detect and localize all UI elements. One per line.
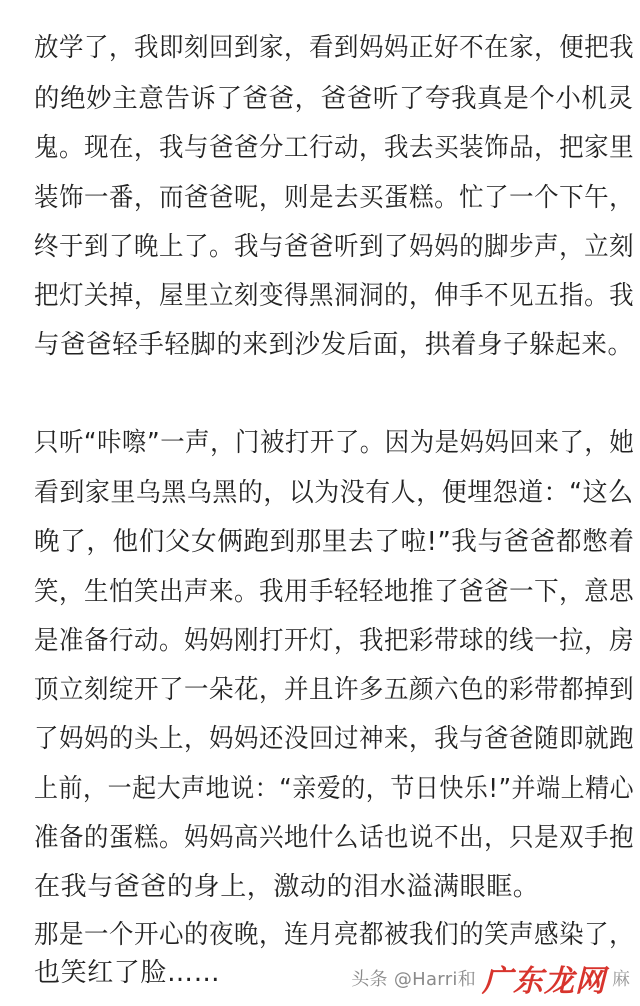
text-line: 装饰一番，而爸爸呢，则是去买蛋糕。忙了一个下午， <box>34 183 635 213</box>
text-line: 那是一个开心的夜晚，连月亮都被我们的笑声感染了， <box>34 920 635 950</box>
text-line: 把灯关掉，屋里立刻变得黑洞洞的，伸手不见五指。我 <box>34 281 635 311</box>
text-line: 放学了，我即刻回到家，看到妈妈正好不在家，便把我 <box>34 33 635 63</box>
watermark-tail: 麻 <box>612 969 630 990</box>
text-line: 终于到了晚上了。我与爸爸听到了妈妈的脚步声，立刻 <box>34 232 635 262</box>
watermark-logo: 广东龙网 <box>482 964 606 999</box>
text-line: 在我与爸爸的身上，激动的泪水溢满眼眶。 <box>34 872 540 902</box>
watermark <box>351 958 630 998</box>
text-line: 晚了，他们父女俩跑到那里去了啦!”我与爸爸都憋着 <box>34 527 635 557</box>
text-line: 上前，一起大声地说：“亲爱的，节日快乐!”并端上精心 <box>34 774 635 804</box>
text-line: 鬼。现在，我与爸爸分工行动，我去买装饰品，把家里 <box>34 133 635 163</box>
text-line: 笑，生怕笑出声来。我用手轻轻地推了爸爸一下，意思 <box>34 577 635 607</box>
text-line: 看到家里乌黑乌黑的，以为没有人，便埋怨道：“这么 <box>34 478 634 508</box>
text-line: 的绝妙主意告诉了爸爸，爸爸听了夸我真是个小机灵 <box>34 84 634 114</box>
text-line: 顶立刻绽开了一朵花，并且许多五颜六色的彩带都掉到 <box>34 675 635 705</box>
text-line: 了妈妈的头上，妈妈还没回过神来，我与爸爸随即就跑 <box>34 724 635 754</box>
text-line: 是准备行动。妈妈刚打开灯，我把彩带球的线一拉，房 <box>34 626 635 656</box>
text-line: 只听“咔嚓”一声，门被打开了。因为是妈妈回来了，她 <box>34 428 635 458</box>
text-line: 也笑红了脸…… <box>34 958 221 988</box>
text-line: 与爸爸轻手轻脚的来到沙发后面，拱着身子躲起来。 <box>34 330 634 360</box>
watermark-source: 头条 @Harri和 <box>351 969 476 990</box>
text-line: 准备的蛋糕。妈妈高兴地什么话也说不出，只是双手抱 <box>34 823 635 853</box>
